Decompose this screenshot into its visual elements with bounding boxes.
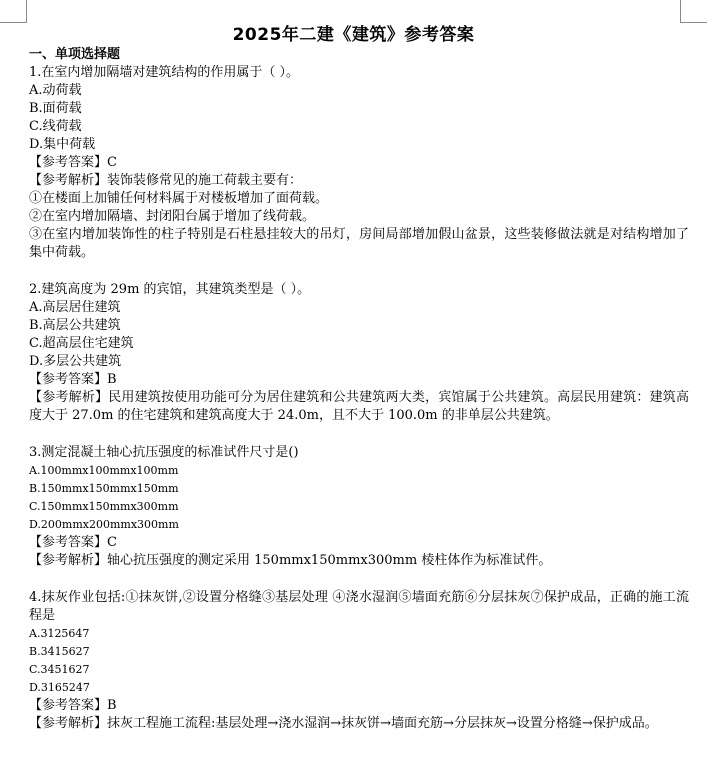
question-stem: 4.抹灰作业包括:①抹灰饼,②设置分格缝③基层处理 ④浇水湿润⑤墙面充筋⑥分层抹灰⑦保护成品，正确的施工流程是 xyxy=(29,590,689,623)
option-a: A.动荷载 xyxy=(29,83,82,98)
option-c: C.150mmx150mmx300mm xyxy=(29,500,179,513)
document-title: 2025年二建《建筑》参考答案 xyxy=(232,25,475,45)
analysis-line: ①在楼面上加铺任何材料属于对楼板增加了面荷载。 xyxy=(29,191,329,206)
option-c: C.3451627 xyxy=(29,663,90,676)
analysis-line: 【参考解析】抹灰工程施工流程:基层处理→浇水湿润→抹灰饼→墙面充筋→分层抹灰→设置分格缝→保护成品。 xyxy=(29,716,658,731)
analysis-line: 【参考解析】民用建筑按使用功能可分为居住建筑和公共建筑两大类，宾馆属于公共建筑。高层民用建筑：建筑高度大于 27.0m 的住宅建筑和建筑高度大于 24.0m，且不大于 100.0m 的非单层公共建筑。 xyxy=(29,390,689,423)
blank-line xyxy=(29,262,689,281)
reference-answer: 【参考答案】B xyxy=(29,698,117,713)
option-b: B.高层公共建筑 xyxy=(29,318,121,333)
option-a: A.100mmx100mmx100mm xyxy=(29,464,179,477)
question-stem: 2.建筑高度为 29m 的宾馆，其建筑类型是（ ）。 xyxy=(29,282,311,297)
reference-answer: 【参考答案】C xyxy=(29,155,117,170)
blank-line xyxy=(29,425,689,444)
question-stem: 1.在室内增加隔墙对建筑结构的作用属于（ ）。 xyxy=(29,65,300,80)
option-a: A.3125647 xyxy=(29,627,90,640)
question-1 xyxy=(29,64,689,262)
question-3 xyxy=(29,444,689,570)
option-b: B.150mmx150mmx150mm xyxy=(29,482,179,495)
analysis-line: 【参考解析】装饰装修常见的施工荷载主要有： xyxy=(29,173,303,188)
page-corner-mark-left xyxy=(0,0,27,23)
option-d: D.3165247 xyxy=(29,681,90,694)
analysis-line: ③在室内增加装饰性的柱子特别是石柱悬挂较大的吊灯，房间局部增加假山盆景，这些装修做法就是对结构增加了集中荷载。 xyxy=(29,227,689,260)
option-b: B.3415627 xyxy=(29,645,90,658)
question-stem: 3.测定混凝土轴心抗压强度的标准试件尺寸是() xyxy=(29,445,299,460)
option-d: D.200mmx200mmx300mm xyxy=(29,518,179,531)
option-b: B.面荷载 xyxy=(29,101,82,116)
option-a: A.高层居住建筑 xyxy=(29,300,121,315)
question-2 xyxy=(29,281,689,425)
reference-answer: 【参考答案】B xyxy=(29,372,117,387)
section-heading: 一、单项选择题 xyxy=(29,47,121,62)
analysis-line: ②在室内增加隔墙、封闭阳台属于增加了线荷载。 xyxy=(29,209,316,224)
option-c: C.超高层住宅建筑 xyxy=(29,336,134,351)
document-body xyxy=(29,46,689,751)
option-c: C.线荷载 xyxy=(29,119,82,134)
option-d: D.多层公共建筑 xyxy=(29,354,122,369)
page-corner-mark-right xyxy=(680,0,707,23)
option-d: D.集中荷载 xyxy=(29,137,96,152)
question-4 xyxy=(29,589,689,751)
blank-line xyxy=(29,570,689,589)
analysis-line: 【参考解析】轴心抗压强度的测定采用 150mmx150mmx300mm 棱柱体作为标准试件。 xyxy=(29,553,552,568)
reference-answer: 【参考答案】C xyxy=(29,535,117,550)
